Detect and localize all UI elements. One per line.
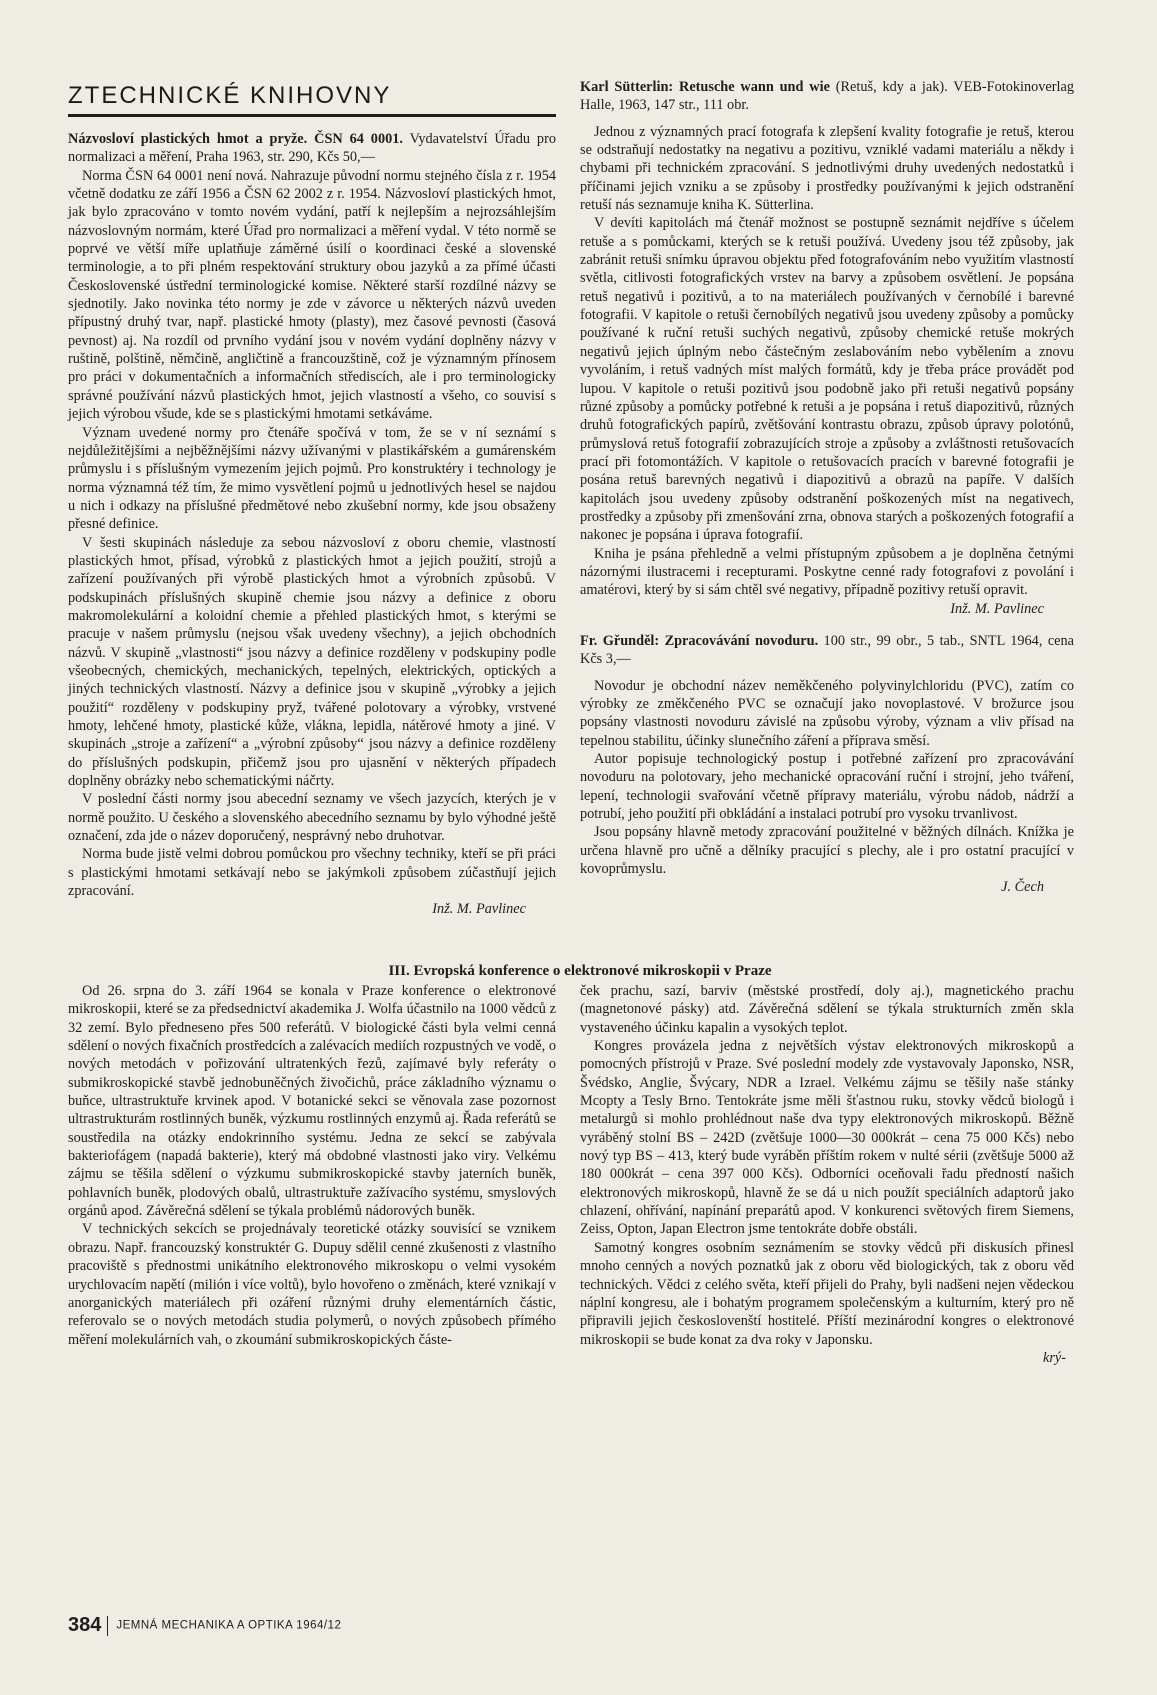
paragraph: Norma ČSN 64 0001 není nová. Nahrazuje původní normu stejného čísla z r. 1954 včetně dodatku ze září 1956 a ČSN 62 2002 z r. 1954. Názvosloví plastických hmot, jak bylo zpracováno v tomto novém vydání, patří k nejlepším a nejrozsáhlejším názvoslovným normám, které Úřad pro normalizaci a měření vydal. V této normě se poprvé ve větší míře uplatňuje záměrné úsilí o koordinaci české a slovenské terminologie, a to při plném respektování struktury obou jazyků a za přímé účasti Československé ústřední terminologické komise. Některé starší rozdílné názvy se sjednotily. Jako novinka této normy je zde v závorce u některých názvů uveden přípustný druhý tvar, např. plastické hmoty (plasty), mez časové pevnosti (časová pevnost) aj. Na rozdíl od prvního vydání jsou v novém vydání doplněny názvy v ruštině, polštině, němčině, angličtině a francouzštině, což je významným přínosem pro práci v dokumentačních a informačních střediscích, ale i pro terminologicky správné používání názvů plastických hmot, jejich vlastností a všeho, co souvisí s jejich výrobou všude, kde se s plastickými hmotami setkáváme. <box>68 167 556 423</box>
paragraph: Jsou popsány hlavně metody zpracování použitelné v běžných dílnách. Knížka je určena hlavně pro učně a dělníky pracující s plechy, ale i pro ostatní pracující v kovoprůmyslu. <box>580 824 1074 878</box>
paragraph: Autor popisuje technologický postup i potřebné zařízení pro zpracovávání novoduru na polotovary, jeho mechanické opracování ruční i strojní, jeho tváření, lepení, technologii svařování včetně přípravy materiálu, výrobu nádob, nádrží a potrubí, jeho použití při obkládání a instalaci potrubí pro vysoku trvanlivost. <box>580 751 1074 823</box>
paragraph: Novodur je obchodní název neměkčeného polyvinylchloridu (PVC), zatím co výrobky ze změkčeného PVC se označují jako novoplastové. V brožurce jsou popsány vlastnosti novoduru závislé na způsobu výroby, význam a vliv přísad na tepelnou stabilitu, účinky slunečního záření a příprava směsí. <box>580 677 1074 749</box>
paragraph: Od 26. srpna do 3. září 1964 se konala v Praze konference o elektronové mikroskopii, které se za předsednictví akademika J. Wolfa účastnilo na 1000 vědců z 32 zemí. Bylo předneseno přes 500 referátů. V biologické části byla velmi cenná sdělení o nových fixačních prostředcích a zalévacích mediích rozpustných ve vodě, o nových metodách v pořizování ultratenkých řezů, zajímavé byly referáty o submikroskopické stavbě jednobuněčných živočichů, práce základního významu o buňce, ultrastruktuře krvinek apod. V botanické sekci se věnovala zase pozornost ultrastrukturám rostlinných buněk, výzkumu rostlinných enzymů aj. Řada referátů se soustředila na otázky endokrinního systému. Jedna ze sekcí se zabývala bakteriofágem (napadá bakterie), který má obdobné vlastnosti jako viry. Velkému zájmu se těšila sdělení o výzkumu submikroskopické stavby jaterních buněk, pohlavních buněk, plodových obalů, ultrastruktuře zažívacího systému, smyslových orgánů apod. Závěrečná sdělení se týkala problémů nádorových buněk. <box>68 983 556 1220</box>
review-heading <box>68 130 556 167</box>
review-publication-info: (Retuš, kdy a jak). VEB-Fotokinoverlag Halle, 1963, 147 str., 111 obr. <box>580 79 1074 114</box>
paragraph: V šesti skupinách následuje za sebou názvosloví z oboru chemie, vlastností plastických hmot, přísad, výrobků z plastických hmot a jejich použití, strojů a zařízení používaných při výrobě plastických hmot a výrobních způsobů. V podskupinách příslušných skupině chemie jsou názvy a definice z oboru makromolekulární a koloidní chemie a přehled plastických hmot, s kterými se pracuje v našem průmyslu (nejsou však uvedeny všechny), a jejich obchodních názvů. V skupině „vlastnosti“ jsou názvy a definice rozděleny v podskupiny podle všeobecných, chemických, mechanických, tepelných, elektrických, optických a jiných technických vlastností. Názvy a definice jsou v skupině „výrobky a jejich použití“ rozděleny v podskupiny pryž, tvářené polotovary a výrobky, vrstvené hmoty, lehčené hmoty, plastické kůže, vlákna, lepidla, nátěrové hmoty a jiné. V skupinách „stroje a zařízení“ a „výrobní způsoby“ jsou názvy a definice rozděleny do příslušných podskupin, přičemž jsou pro ujasnění v některých případech doplněny obrázky nebo schematickými náčrty. <box>68 534 556 790</box>
paragraph: V devíti kapitolách má čtenář možnost se postupně seznámit nejdříve s účelem retuše a s pomůckami, kterých se k retuši používá. Uvedeny jsou též způsoby, jak zabránit retuši snímku úpravou objektu před fotografováním nebo využitím vlastností světla, citlivosti fotografických vrstev na barvy a způsobem osvětlení. Je popsána retuš negativů i pozitivů, a to na materiálech používaných v černobílé i barevné fotografii. V kapitole o retuši černobílých negativů jsou uvedeny způsoby a pomůcky používané k ruční retuši suchých negativů, způsoby chemické retuše mokrých negativů jejich úplným nebo částečným zeslabováním nebo vybělením a znovu vyvoláním, i retuš vadných míst malých formátů, kdy je třeba práce provádět pod lupou. V kapitole o retuši pozitivů jsou podobně jako při retuši negativů popsány různé způsoby a pomůcky potřebné k retuši a je popsána i retuš diapozitivů, různých druhů fotografických papírů, zvětšování kontrastu obrazu, způsob úpravy polotónů, průmyslová retuš fotografií zobrazujících stroje a způsoby a zvláštnosti retušovacích prací při fotomontážích. V kapitole o retušovacích pracích v barevné fotografii je posána retuš barevných negativů i diapozitivů a obrazů na papíře. V dalších kapitolách jsou uvedeny způsoby odstranění poškozených míst na negativech, prostředky a způsoby při zmenšování zrna, obnova starých a poškozených fotografií a nakonec je popsána i úprava fotografií. <box>580 215 1074 544</box>
author-signature: krý- <box>1042 1349 1066 1366</box>
journal-name: JEMNÁ MECHANIKA A OPTIKA 1964/12 <box>116 1619 342 1632</box>
paragraph: Norma bude jistě velmi dobrou pomůckou pro všechny techniky, kteří se při práci s plastickými hmotami setkávají nebo se jakýmkoli způsobem zúčastňují jejich zpracování. <box>68 846 556 900</box>
paragraph: V poslední části normy jsou abecední seznamy ve všech jazycích, kterých je v normě použito. U českého a slovenského abecedního seznamu by bylo výhodné ještě označení, zda jde o název doporučený, nesprávný nebo druhotvar. <box>68 791 556 845</box>
review-publication-info: 100 str., 99 obr., 5 tab., SNTL 1964, cena Kčs 3,— <box>580 632 1074 668</box>
author-signature: Inž. M. Pavlinec <box>950 600 1044 617</box>
footer-divider <box>107 1616 108 1636</box>
page-footer <box>68 1614 568 1640</box>
paragraph: Význam uvedené normy pro čtenáře spočívá v tom, že se v ní seznámí s nejdůležitějšími a nejběžnějšími názvy užívanými v plastikářském a gumárenském průmyslu i s příslušným vymezením jejich pojmů. Pro konstruktéry i technology je norma významná též tím, že mimo vysvětlení pojmů u jednotlivých hesel se najdou u nich i odkazy na příslušné předmětové nebo zkušební normy, kde jsou obsaženy přesné definice. <box>68 424 556 533</box>
section-title: ZTECHNICKÉ KNIHOVNY <box>68 82 392 109</box>
paragraph: V technických sekcích se projednávaly teoretické otázky souvisící se vznikem obrazu. Např. francouzský konstruktér G. Dupuy sdělil cenné zkušenosti z vlastního pracoviště s přednostmi unikátního elektronového mikroskopu o velmi vysokém urychlovacím napětí (milión i více voltů), bylo hovořeno o změnách, které vznikají v anorganických materiálech při ozáření různými druhy elementárních částic, referovalo se o nových metodách studia polymerů, o nových způsobech přímého měření molekulárních vah, o zkoumání submikroskopických částe- <box>68 1221 556 1348</box>
review-heading <box>580 632 1074 669</box>
review-heading <box>580 78 1074 115</box>
paragraph: Jednou z významných prací fotografa k zlepšení kvality fotografie je retuš, kterou se odstraňují nedostatky na negativu a pozitivu, vzniklé vadami materiálu a někdy i chybami při technickém zpracování. S jednotlivými druhy uvedených nedostatků i příčinami jejich vzniku a se způsoby i prostředky používanými k jejich odstranění retuší nás seznamuje kniha K. Sütterlina. <box>580 123 1074 214</box>
paragraph: Samotný kongres osobním seznámením se stovky vědců při diskusích přinesl mnoho cenných a nových poznatků jak z oboru věd biologických, tak z oboru věd technických. Vědci z celého světa, kteří přijeli do Prahy, byli nadšeni nejen vědeckou náplní kongresu, ale i bohatým programem společenským a kulturním, který pro ně připravili jejich českoslovenští hostitelé. Příští mezinárodní kongres o elektronové mikroskopii se bude konat za dva roky v Japonsku. <box>580 1239 1074 1348</box>
conference-article-right <box>580 982 1074 1602</box>
paragraph: Kongres provázela jedna z největších výstav elektronových mikroskopů a pomocných přístrojů v Praze. Své poslední modely zde vystavovaly Japonsko, NSR, Švédsko, Anglie, Švýcary, NDR a Izrael. Velkému zájmu se těšily naše stánky Mcopty a Tesly Brno. Tentokráte jsme měli šťastnou ruku, stovky vědců biologů i metalurgů si mohlo prohlédnout naše dva typy elektronových mikroskopů. Běžně vyráběný stolní BS – 242D (zvětšuje 1000—30 000krát – cena 75 000 Kčs) nebo nový typ BS – 413, který bude vyráběn příštím rokem v nulté sérii (zvětšuje 5000 až 180 000krát – cena 397 000 Kčs). Odborníci oceňovali řadu předností našich elektronových mikroskopů, hlavně že se dá u nich použít speciálních adaptorů jako chlazení, ohřívání, napínání preparátů apod. V konkurenci světových firem Siemens, Zeiss, Opton, Japan Electron jsme tentokráte dobře obstáli. <box>580 1038 1074 1238</box>
review-title: Názvosloví plastických hmot a pryže. ČSN 64 0001. <box>68 131 403 147</box>
review-retouching-and-novodur <box>580 78 1074 988</box>
article-heading: III. Evropská konference o elektronové mikroskopii v Praze <box>388 963 772 979</box>
author-signature: Inž. M. Pavlinec <box>432 901 526 918</box>
review-plastics-terminology <box>68 130 556 960</box>
conference-article-left <box>68 982 556 1602</box>
paragraph: Kniha je psána přehledně a velmi přístupným způsobem a je doplněna četnými názornými ilustracemi i recepturami. Poskytne cenné rady fotografovi z povolání i amatérovi, který by si sám chtěl své negativy, případně pozitivy retuší opravit. <box>580 545 1074 599</box>
paragraph: ček prachu, sazí, barviv (městské prostředí, doly aj.), magnetického prachu (magnetonové pásky) atd. Závěrečná sdělení se týkala strukturních změn skla vystaveného účinku kapalin a vysokých teplot. <box>580 983 1074 1036</box>
author-signature: J. Čech <box>1001 879 1044 896</box>
review-title: Karl Sütterlin: Retusche wann und wie <box>580 79 830 95</box>
title-rule <box>68 114 556 117</box>
page-number: 384 <box>68 1614 102 1636</box>
review-publication-info: Vydavatelství Úřadu pro normalizaci a měření, Praha 1963, str. 290, Kčs 50,— <box>68 131 556 166</box>
review-title: Fr. Gřunděl: Zpracovávání novoduru. <box>580 632 819 649</box>
